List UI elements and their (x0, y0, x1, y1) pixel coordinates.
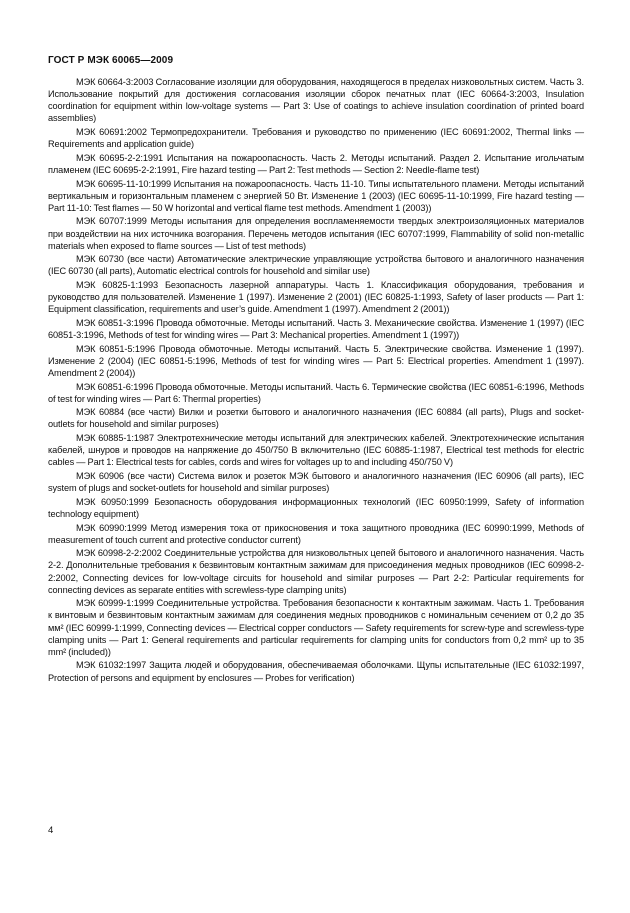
reference-item: МЭК 60707:1999 Методы испытания для определения воспламеняемости твердых электроизоляционных материалов при воздействии на них источника возгорания. Перечень методов испытания (IEC 60707:1999, Flammability of solid non-metallic materials when exposed to flame sources — List of test methods) (48, 216, 584, 251)
reference-item: МЭК 60885-1:1987 Электротехнические методы испытаний для электрических кабелей. Электротехнические испытания кабелей, шнуров и проводов на напряжение до 450/750 В включительно (IEC 60885-1:1987, Electrical test methods for electric cables — Part 1: Electrical tests for cables, cords and wires for voltages up to and including 450/750 V) (48, 433, 584, 468)
reference-item: МЭК 60999-1:1999 Соединительные устройства. Требования безопасности к контактным зажимам. Часть 1. Требования к винтовым и безвинтовым контактным зажимам для соединения медных проводников с номинальным сечением от 0,2 до 35 мм² (IEC 60999-1:1999, Connecting devices — Electrical copper conductors — Safety requirements for screw-type and screwless-type clamping units — Part 1: General requirements and particular requirements for clamping units for conductors from 0,2 mm² up to 35 mm² (included)) (48, 598, 584, 657)
reference-item: МЭК 60998-2-2:2002 Соединительные устройства для низковольтных цепей бытового и аналогичного назначения. Часть 2-2. Дополнительные требования к безвинтовым контактным зажимам для присоединения медных проводников (IEC 60998-2-2:2002, Connecting devices for low-voltage circuits for household and similar purposes — Part 2-2: Particular requirements for connecting devices as separate entities with screwless-type clamping units) (48, 548, 584, 595)
reference-item: МЭК 60851-3:1996 Провода обмоточные. Методы испытаний. Часть 3. Механические свойства. Изменение 1 (1997) (IEC 60851-3:1996, Methods of test for winding wires — Part 3: Mechanical properties. Amendment 1 (1997)) (48, 317, 584, 341)
reference-item: МЭК 60884 (все части) Вилки и розетки бытового и аналогичного назначения (IEC 60884 (all parts), Plugs and socket-outlets for household and similar purposes) (48, 407, 584, 430)
reference-item: МЭК 60695-11-10:1999 Испытания на пожароопасность. Часть 11-10. Типы испытательного пламени. Методы испытаний вертикальным и горизонтальным пламенем с энергией 50 Вт. Изменение 1 (2003) (IEC 60695-11-10:1999, Fire hazard testing — Part 11-10: Test flames — 50 W horizontal and vertical flame test methods. Amendment 1 (2003)) (48, 178, 584, 213)
reference-item: МЭК 60691:2002 Термопредохранители. Требования и руководство по применению (IEC 60691:2002, Thermal links — Requirements and application guide) (48, 126, 584, 150)
reference-item: МЭК 60695-2-2:1991 Испытания на пожароопасность. Часть 2. Методы испытаний. Раздел 2. Испытание игольчатым пламенем (IEC 60695-2-2:1991, Fire hazard testing — Part 2: Test methods — Section 2: Needle-flame test) (48, 152, 584, 175)
reference-item: МЭК 60730 (все части) Автоматические электрические управляющие устройства бытового и аналогичного назначения (IEC 60730 (all parts), Automatic electrical controls for household and similar use) (48, 254, 584, 277)
standard-designation: ГОСТ Р МЭК 60065—2009 (48, 55, 174, 66)
reference-item: МЭК 60664-3:2003 Согласование изоляции для оборудования, находящегося в пределах низковольтных систем. Часть 3. Использование покрытий для достижения согласования изоляции сборок печатных плат (IEC 60664-3:2003, Insulation coordination for equipment within low-voltage systems — Part 3: Use of coatings to achieve insulation coordination of printed board assemblies) (48, 77, 584, 124)
reference-item: МЭК 60851-6:1996 Провода обмоточные. Методы испытаний. Часть 6. Термические свойства (IEC 60851-6:1996, Methods of test for winding wires — Part 6: Thermal properties) (48, 381, 584, 404)
reference-item: МЭК 60906 (все части) Система вилок и розеток МЭК бытового и аналогичного назначения (IEC 60906 (all parts), IEC system of plugs and socket-outlets for household and similar purposes) (48, 471, 584, 494)
page-number: 4 (48, 825, 54, 836)
reference-item: МЭК 60990:1999 Метод измерения тока от прикосновения и тока защитного проводника (IEC 60990:1999, Methods of measurement of touch current and protective conductor current) (48, 522, 584, 545)
reference-item: МЭК 60851-5:1996 Провода обмоточные. Методы испытаний. Часть 5. Электрические свойства. Изменение 1 (1997). Изменение 2 (2004) (IEC 60851-5:1996, Methods of test for winding wires — Part 5: Electrical properties. Amendment 1 (1997). Amendment 2 (2004)) (48, 343, 584, 378)
reference-item: МЭК 61032:1997 Защита людей и оборудования, обеспечиваемая оболочками. Щупы испытательные (IEC 61032:1997, Protection of persons and equipment by enclosures — Probes for verification) (48, 660, 584, 683)
normative-references-list (48, 76, 584, 685)
reference-item: МЭК 60825-1:1993 Безопасность лазерной аппаратуры. Часть 1. Классификация оборудования, требования и руководство для пользователей. Изменение 1 (1997). Изменение 2 (2001) (IEC 60825-1:1993, Safety of laser products — Part 1: Equipment classification, requirements and user’s guide. Amendment 1 (1997). Amendment 2 (2001)) (48, 280, 584, 315)
reference-item: МЭК 60950:1999 Безопасность оборудования информационных технологий (IEC 60950:1999, Safety of information technology equipment) (48, 496, 584, 519)
